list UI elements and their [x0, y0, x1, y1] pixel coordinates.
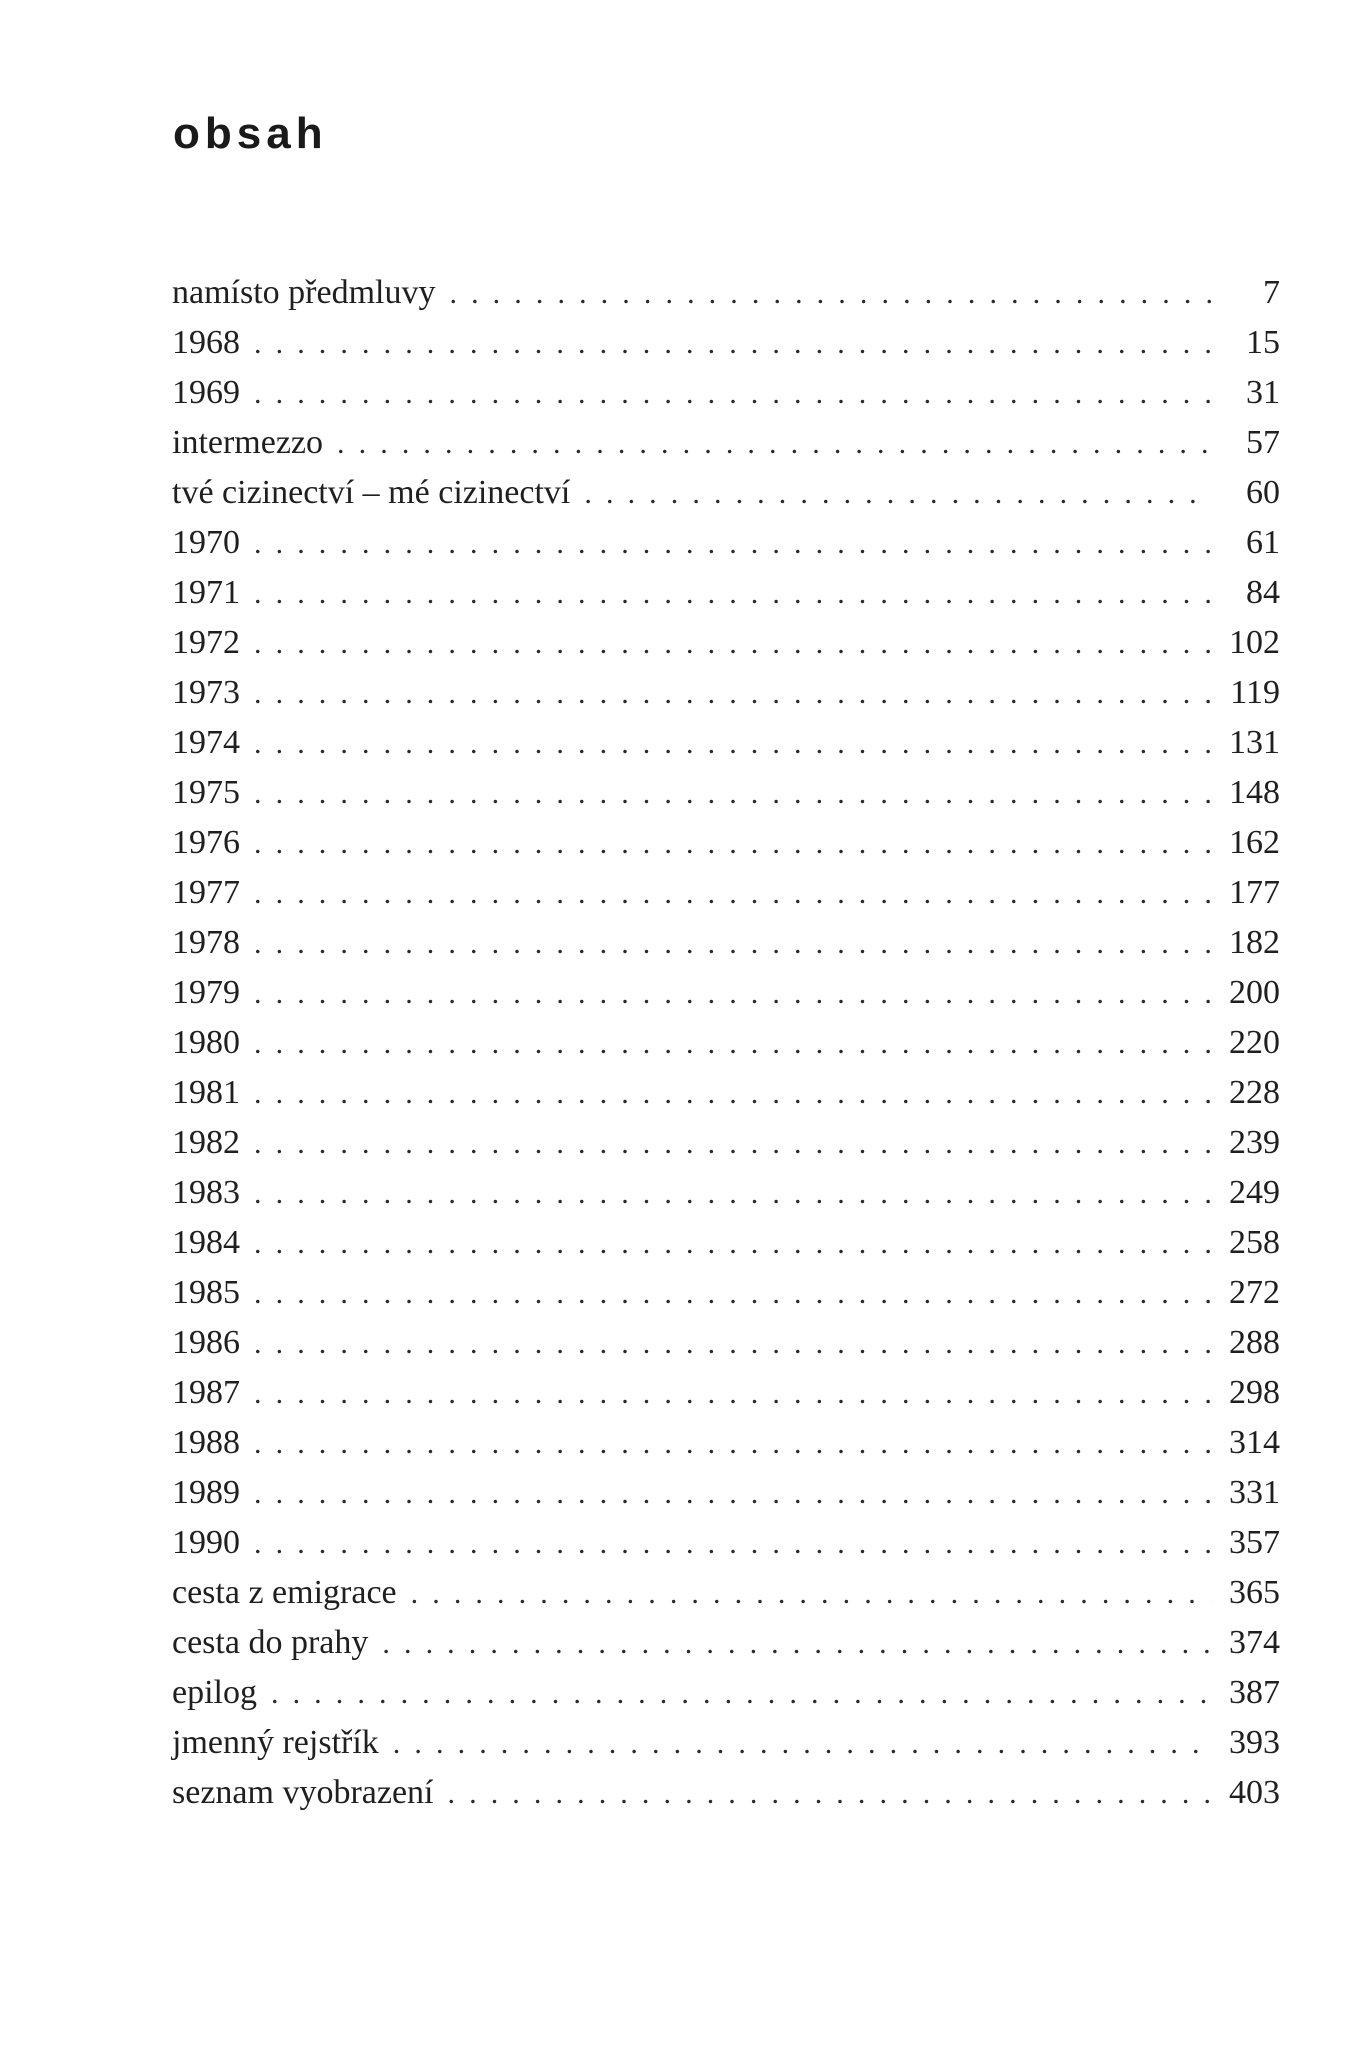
dot-leader: [254, 969, 1212, 1019]
toc-entry-title: epilog: [172, 1674, 257, 1711]
toc-entry-title: 1970: [172, 524, 240, 561]
toc-entry-title: 1974: [172, 724, 240, 761]
dot-leader: [254, 1069, 1212, 1119]
toc-entry-title: jmenný rejstřík: [172, 1724, 379, 1761]
toc-entry-title: 1975: [172, 774, 240, 811]
toc-entry: [172, 1168, 1280, 1218]
toc-entry-page-number: 314: [1229, 1424, 1280, 1461]
dot-leader: [254, 1469, 1212, 1519]
toc-entry-page-number: 84: [1246, 574, 1280, 611]
dot-leader: [254, 669, 1212, 719]
toc-entry-title: 1982: [172, 1124, 240, 1161]
toc-entry: [172, 1318, 1280, 1368]
toc-entry-title: 1968: [172, 324, 240, 361]
toc-entry-title: 1988: [172, 1424, 240, 1461]
toc-entry-page-number: 61: [1246, 524, 1280, 561]
toc-entry-title: 1977: [172, 874, 240, 911]
toc-entry-title: 1984: [172, 1224, 240, 1261]
toc-entry: [172, 718, 1280, 768]
toc-entry: [172, 1768, 1280, 1818]
toc-entry: [172, 618, 1280, 668]
dot-leader: [254, 1269, 1212, 1319]
toc-entry: [172, 1468, 1280, 1518]
toc-entry: [172, 818, 1280, 868]
toc-entry: [172, 1418, 1280, 1468]
dot-leader: [254, 919, 1212, 969]
dot-leader: [254, 569, 1212, 619]
toc-entry-title: seznam vyobrazení: [172, 1774, 434, 1811]
toc-entry: [172, 868, 1280, 918]
toc-entry: [172, 1368, 1280, 1418]
toc-entry-page-number: 393: [1229, 1724, 1280, 1761]
toc-entry-page-number: 15: [1246, 324, 1280, 361]
dot-leader: [393, 1719, 1212, 1769]
toc-entry: [172, 568, 1280, 618]
toc-entry: [172, 768, 1280, 818]
dot-leader: [254, 1369, 1212, 1419]
toc-entry: [172, 468, 1280, 518]
toc-entry: [172, 518, 1280, 568]
toc-entry-page-number: 239: [1229, 1124, 1280, 1161]
toc-entry-title: 1987: [172, 1374, 240, 1411]
toc-entry-title: 1986: [172, 1324, 240, 1361]
dot-leader: [254, 769, 1212, 819]
toc-entry-page-number: 31: [1246, 374, 1280, 411]
toc-entry-page-number: 148: [1229, 774, 1280, 811]
dot-leader: [254, 369, 1212, 419]
toc-entry-title: tvé cizinectví – mé cizinectví: [172, 474, 571, 511]
dot-leader: [254, 1119, 1212, 1169]
toc-entry-title: 1972: [172, 624, 240, 661]
toc-entry: [172, 318, 1280, 368]
toc-entry-title: 1979: [172, 974, 240, 1011]
dot-leader: [449, 269, 1212, 319]
dot-leader: [382, 1619, 1212, 1669]
toc-entry-title: 1971: [172, 574, 240, 611]
toc-entry-page-number: 374: [1229, 1624, 1280, 1661]
dot-leader: [448, 1769, 1213, 1819]
toc-entry-page-number: 357: [1229, 1524, 1280, 1561]
toc-entry-title: 1981: [172, 1074, 240, 1111]
toc-entry-page-number: 272: [1229, 1274, 1280, 1311]
toc-entry: [172, 1668, 1280, 1718]
toc-entry-title: 1978: [172, 924, 240, 961]
toc-entry-title: intermezzo: [172, 424, 324, 461]
toc-entry-page-number: 249: [1229, 1174, 1280, 1211]
toc-entry-page-number: 220: [1229, 1024, 1280, 1061]
toc-entry-title: cesta do prahy: [172, 1624, 369, 1661]
toc-entry-title: 1980: [172, 1024, 240, 1061]
toc-entry: [172, 668, 1280, 718]
toc-entry-title: 1983: [172, 1174, 240, 1211]
dot-leader: [411, 1569, 1212, 1619]
dot-leader: [254, 719, 1212, 769]
toc-entry-page-number: 331: [1229, 1474, 1280, 1511]
dot-leader: [254, 1019, 1212, 1069]
table-of-contents: [172, 268, 1280, 1818]
toc-entry-title: 1989: [172, 1474, 240, 1511]
page-title: obsah: [173, 109, 328, 158]
dot-leader: [254, 1219, 1212, 1269]
toc-entry-page-number: 298: [1229, 1374, 1280, 1411]
dot-leader: [254, 319, 1212, 369]
toc-entry-page-number: 162: [1229, 824, 1280, 861]
dot-leader: [254, 1319, 1212, 1369]
toc-entry-page-number: 200: [1229, 974, 1280, 1011]
toc-entry-title: cesta z emigrace: [172, 1574, 397, 1611]
toc-entry: [172, 1068, 1280, 1118]
toc-entry: [172, 1018, 1280, 1068]
toc-entry: [172, 1218, 1280, 1268]
dot-leader: [254, 1519, 1212, 1569]
toc-entry: [172, 418, 1280, 468]
dot-leader: [254, 1419, 1212, 1469]
toc-entry: [172, 968, 1280, 1018]
toc-entry-page-number: 387: [1229, 1674, 1280, 1711]
dot-leader: [584, 469, 1212, 519]
toc-entry: [172, 1518, 1280, 1568]
toc-entry-title: 1973: [172, 674, 240, 711]
toc-entry-title: 1969: [172, 374, 240, 411]
toc-entry-page-number: 177: [1229, 874, 1280, 911]
toc-entry-title: namísto předmluvy: [172, 274, 436, 311]
dot-leader: [271, 1669, 1212, 1719]
dot-leader: [254, 619, 1212, 669]
toc-entry-page-number: 60: [1246, 474, 1280, 511]
toc-entry: [172, 268, 1280, 318]
toc-entry-page-number: 228: [1229, 1074, 1280, 1111]
toc-entry-page-number: 365: [1229, 1574, 1280, 1611]
toc-entry-page-number: 403: [1229, 1774, 1280, 1811]
dot-leader: [254, 519, 1212, 569]
toc-entry: [172, 1268, 1280, 1318]
toc-entry-title: 1976: [172, 824, 240, 861]
toc-entry-title: 1985: [172, 1274, 240, 1311]
dot-leader: [254, 869, 1212, 919]
toc-entry-title: 1990: [172, 1524, 240, 1561]
toc-entry-page-number: 102: [1229, 624, 1280, 661]
toc-entry-page-number: 182: [1229, 924, 1280, 961]
toc-entry-page-number: 258: [1229, 1224, 1280, 1261]
toc-entry: [172, 918, 1280, 968]
dot-leader: [337, 419, 1212, 469]
toc-entry-page-number: 131: [1229, 724, 1280, 761]
toc-entry: [172, 368, 1280, 418]
dot-leader: [254, 1169, 1212, 1219]
toc-entry-page-number: 7: [1263, 274, 1280, 311]
toc-entry: [172, 1618, 1280, 1668]
toc-entry-page-number: 288: [1229, 1324, 1280, 1361]
toc-entry: [172, 1718, 1280, 1768]
toc-entry: [172, 1568, 1280, 1618]
dot-leader: [254, 819, 1212, 869]
toc-entry: [172, 1118, 1280, 1168]
toc-entry-page-number: 57: [1246, 424, 1280, 461]
toc-entry-page-number: 119: [1230, 674, 1280, 711]
